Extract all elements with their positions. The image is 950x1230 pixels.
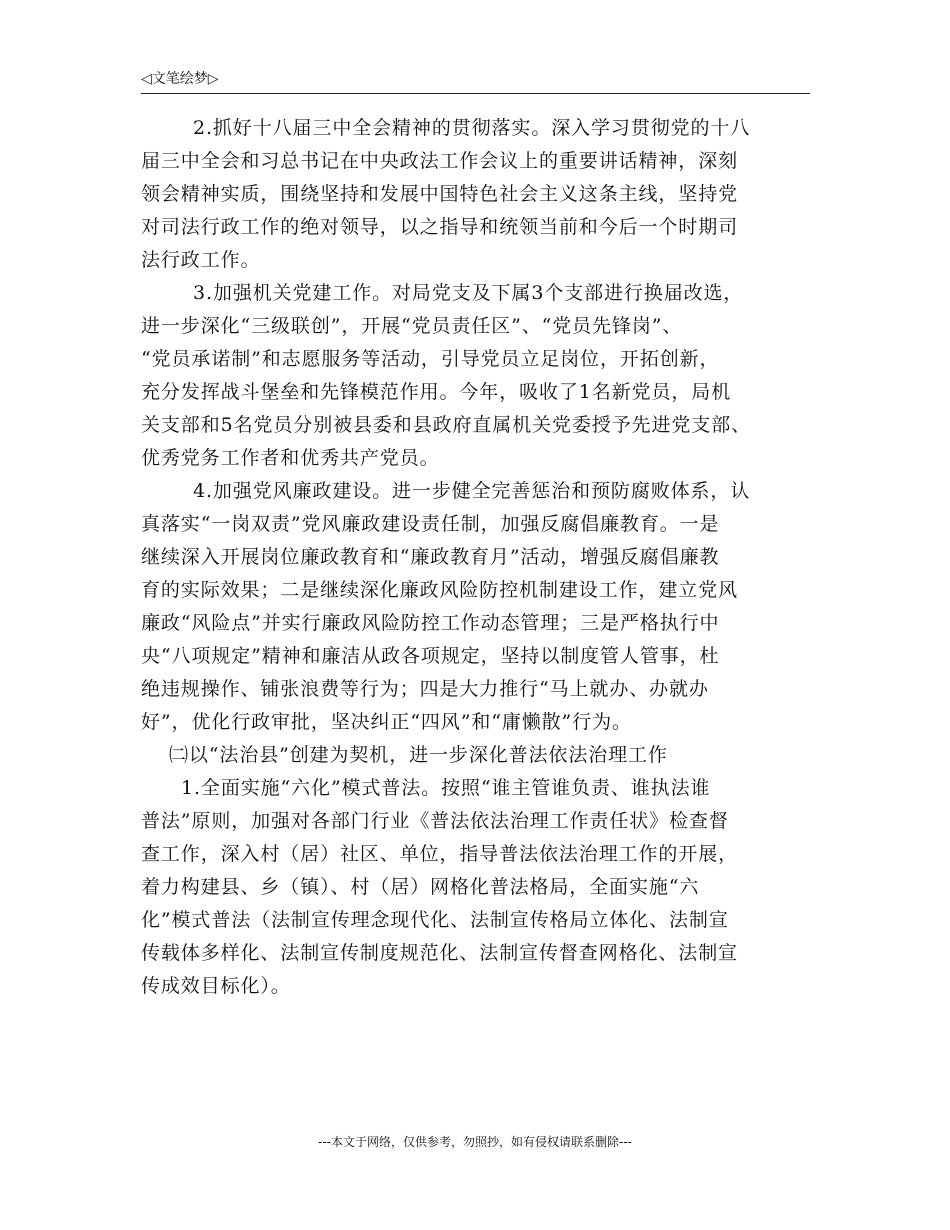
text-line: 央“八项规定”精神和廉洁从政各项规定，坚持以制度管人管事，杜 bbox=[141, 645, 720, 667]
header-title: ◁文笔绘梦▷ bbox=[141, 71, 219, 87]
text-line: 查工作，深入村（居）社区、单位，指导普法依法治理工作的开展， bbox=[141, 843, 739, 865]
text-line: 传载体多样化、法制宣传制度规范化、法制宣传督查网格化、法制宣 bbox=[141, 942, 739, 964]
text-line: 1.全面实施“六化”模式普法。按照“谁主管谁负责、谁执法谁 bbox=[181, 777, 711, 799]
text-line: 2.抓好十八届三中全会精神的贯彻落实。深入学习贯彻党的十八 bbox=[193, 117, 751, 139]
text-line: 着力构建县、乡（镇）、村（居）网格化普法格局，全面实施“六 bbox=[141, 876, 700, 898]
page-header bbox=[141, 66, 810, 94]
text-line: 化”模式普法（法制宣传理念现代化、法制宣传格局立体化、法制宣 bbox=[141, 909, 729, 931]
text-line: 传成效目标化）。 bbox=[141, 975, 291, 997]
text-line: 4.加强党风廉政建设。进一步健全完善惩治和预防腐败体系，认 bbox=[193, 480, 751, 502]
text-line: 育的实际效果；二是继续深化廉政风险防控机制建设工作，建立党风 bbox=[141, 579, 739, 601]
text-line: 继续深入开展岗位廉政教育和“廉政教育月”活动，增强反腐倡廉教 bbox=[141, 546, 720, 568]
text-line: 关支部和5名党员分别被县委和县政府直属机关党委授予先进党支部、 bbox=[141, 414, 751, 436]
text-line: 优秀党务工作者和优秀共产党员。 bbox=[141, 447, 440, 469]
text-line: 法行政工作。 bbox=[141, 249, 261, 271]
text-line: 届三中全会和习总书记在中央政法工作会议上的重要讲话精神，深刻 bbox=[141, 150, 739, 172]
text-line: “党员承诺制”和志愿服务等活动，引导党员立足岗位，开拓创新， bbox=[141, 348, 720, 370]
page-footer: ---本文于网络，仅供参考，勿照抄，如有侵权请联系删除--- bbox=[318, 1135, 632, 1149]
text-line: 好”，优化行政审批，坚决纠正“四风”和“庸懒散”行为。 bbox=[141, 711, 632, 733]
text-line: 3.加强机关党建工作。对局党支及下属3个支部进行换届改选， bbox=[193, 282, 744, 304]
text-line: 领会精神实质，围绕坚持和发展中国特色社会主义这条主线，坚持党 bbox=[141, 183, 739, 205]
text-line: 普法”原则，加强对各部门行业《普法依法治理工作责任状》检查督 bbox=[141, 810, 729, 832]
text-line: 充分发挥战斗堡垒和先锋模范作用。今年，吸收了1名新党员，局机 bbox=[141, 381, 732, 403]
text-line: ㈡以“法治县”创建为契机，进一步深化普法依法治理工作 bbox=[169, 744, 668, 766]
text-line: 对司法行政工作的绝对领导，以之指导和统领当前和今后一个时期司 bbox=[141, 216, 739, 238]
text-line: 廉政“风险点”并实行廉政风险防控工作动态管理；三是严格执行中 bbox=[141, 612, 720, 634]
text-line: 进一步深化“三级联创”，开展“党员责任区”、“党员先锋岗”、 bbox=[141, 315, 683, 337]
text-line: 绝违规操作、铺张浪费等行为；四是大力推行“马上就办、办就办 bbox=[141, 678, 709, 700]
document-body bbox=[141, 112, 813, 1003]
text-line: 真落实“一岗双责”党风廉政建设责任制，加强反腐倡廉教育。一是 bbox=[141, 513, 720, 535]
